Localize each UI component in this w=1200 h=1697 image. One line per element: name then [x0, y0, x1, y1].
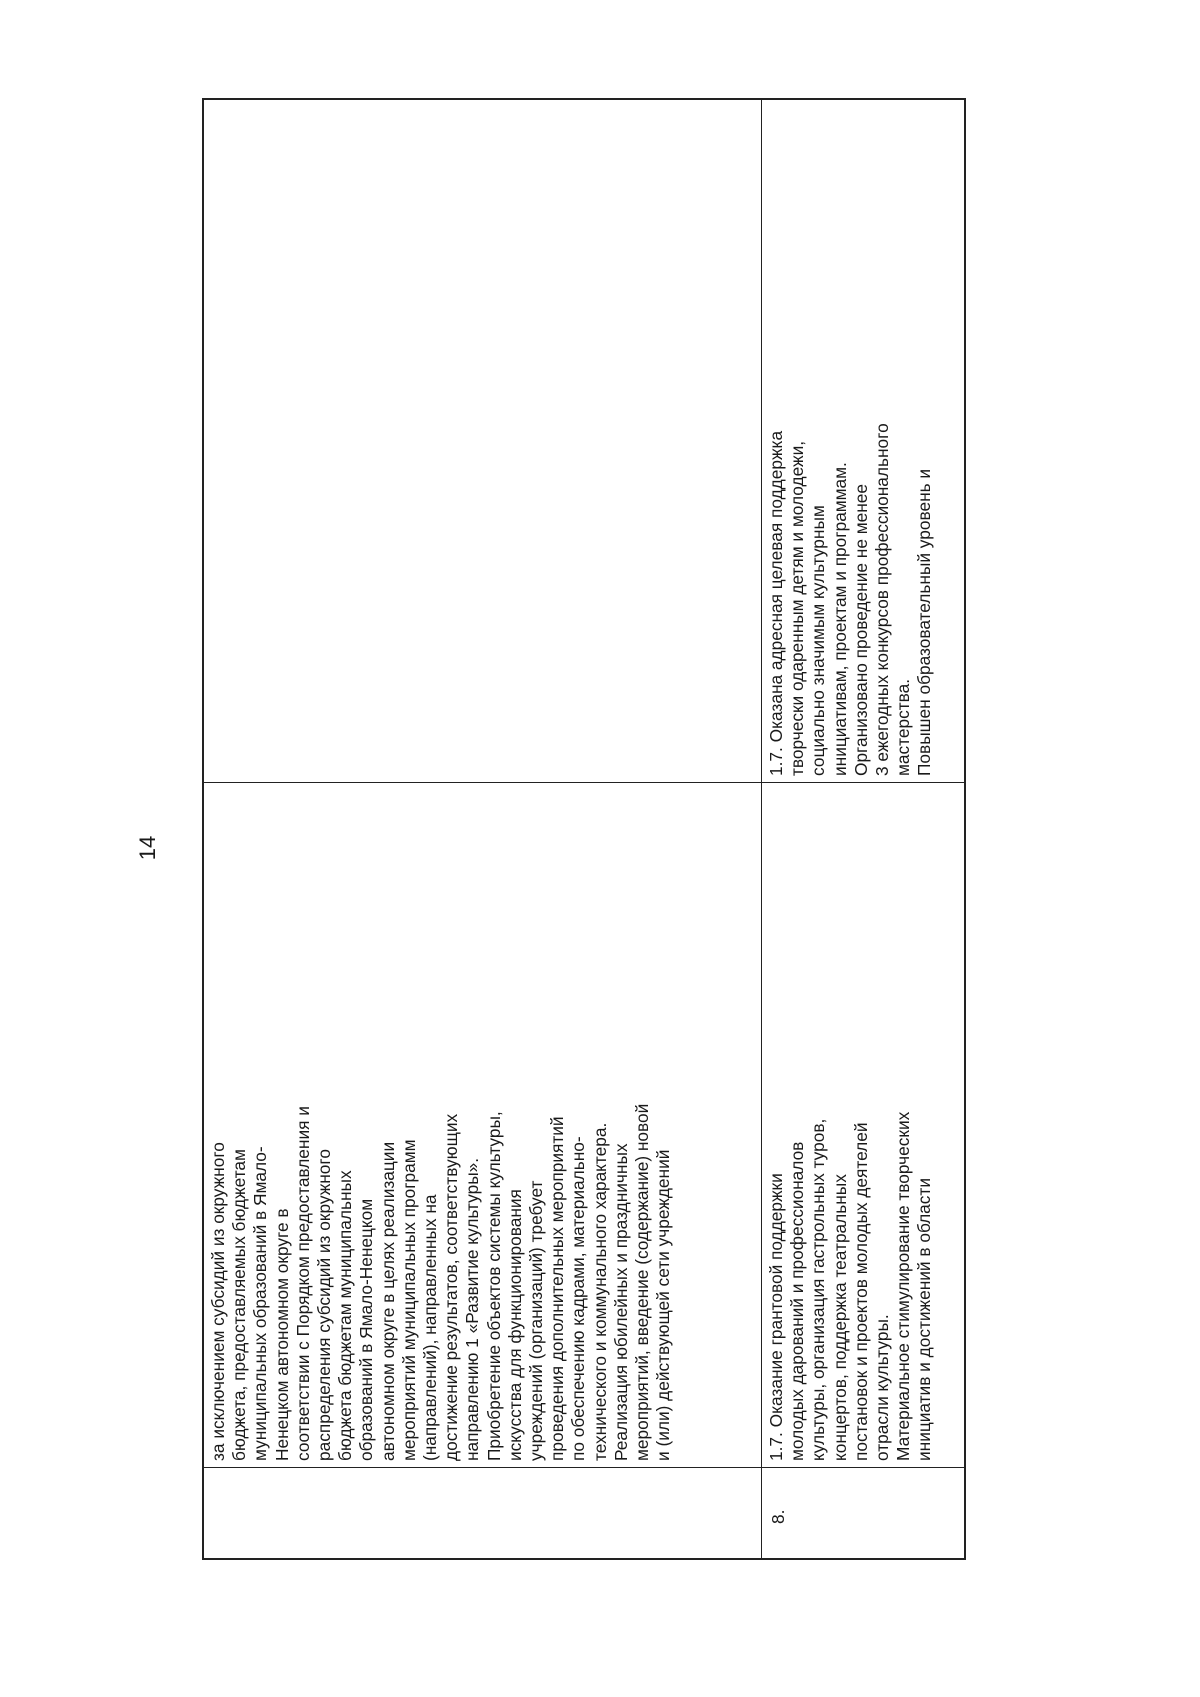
row2-result-cell: [762, 100, 964, 782]
row2-description-text: [762, 783, 964, 1467]
row2-number-cell: [762, 1468, 964, 1560]
row1-description-line: мероприятий, введение (содержание) новой: [632, 1103, 653, 1461]
row1-description-text: [204, 783, 761, 1465]
row1-description-line: за исключением субсидий из окружного: [208, 1142, 228, 1461]
row2-description-line: постановок и проектов молодых деятелей: [850, 1122, 871, 1461]
row-number: 8.: [768, 1509, 788, 1524]
row2-result-line: творчески одаренным детям и молодежи,: [787, 440, 808, 776]
row1-description-line: достижение результатов, соответствующих: [441, 1113, 462, 1461]
row2-description-line: культуры, организация гастрольных туров,: [808, 1118, 829, 1461]
row2-result-line: Повышен образовательный уровень и: [914, 468, 935, 776]
row1-description-line: бюджета бюджетам муниципальных: [335, 1170, 356, 1461]
row2-result-line: мастерства.: [893, 678, 914, 776]
row1-description-line: муниципальных образований в Ямало-: [250, 1146, 271, 1461]
row1-description-line: мероприятий муниципальных программ: [398, 1139, 419, 1461]
row2-result-line: социально значимым культурным: [808, 505, 829, 776]
row1-description-line: бюджета, предоставляемых бюджетам: [229, 1149, 250, 1461]
row2-description-line: отрасли культуры.: [872, 1314, 893, 1461]
row1-description-line: распределения субсидий из окружного: [314, 1149, 335, 1461]
row2-result-line: инициативам, проектам и программам.: [829, 462, 850, 776]
row1-description-line: Ненецком автономном округе в: [271, 1208, 292, 1461]
row1-description-line: направлению 1 «Развитие культуры».: [462, 1157, 483, 1461]
row2-description-line: инициатив и достижений в области: [914, 1178, 935, 1461]
row1-description-line: Реализация юбилейных и праздничных: [610, 1143, 631, 1461]
row1-description-line: соответствии с Порядком предоставления и: [292, 1106, 313, 1461]
row1-description-line: учреждений (организаций) требует: [526, 1180, 547, 1461]
row2-description-line: 1.7. Оказание грантовой поддержки: [766, 1173, 786, 1461]
row1-description-line: образований в Ямало-Ненецком: [356, 1198, 377, 1461]
row1-description-line: и (или) действующей сети учреждений: [653, 1149, 674, 1461]
row1-description-line: автономном округе в целях реализации: [377, 1141, 398, 1461]
row2-result-line: 3 ежегодных конкурсов профессионального: [872, 423, 893, 776]
row2-description-line: молодых дарований и профессионалов: [787, 1141, 808, 1461]
row1-result-cell: [204, 100, 761, 782]
row2-number-text: [762, 1468, 964, 1560]
row2-description-cell: [762, 783, 964, 1467]
row1-description-line: искусства для функционирования: [504, 1189, 525, 1461]
row2-description-line: Материальное стимулирование творческих: [893, 1111, 914, 1461]
row1-description-line: (направлений), направленных на: [420, 1194, 441, 1461]
row1-description-cell: [204, 783, 761, 1465]
row2-result-line: 1.7. Оказана адресная целевая поддержка: [766, 430, 786, 776]
row1-number-cell: [204, 1468, 761, 1560]
row1-description-line: по обеспечению кадрами, материально-: [568, 1136, 589, 1461]
row1-description-line: проведения дополнительных мероприятий: [547, 1116, 568, 1461]
row1-description-line: Приобретение объектов системы культуры,: [483, 1111, 504, 1461]
page-number: 14: [135, 835, 160, 861]
row1-description-line: технического и коммунального характера.: [589, 1122, 610, 1461]
row2-description-line: концертов, поддержка театральных: [829, 1174, 850, 1461]
document-table: [202, 98, 966, 1560]
row2-result-line: Организовано проведение не менее: [850, 484, 871, 776]
row2-result-text: [762, 100, 964, 782]
